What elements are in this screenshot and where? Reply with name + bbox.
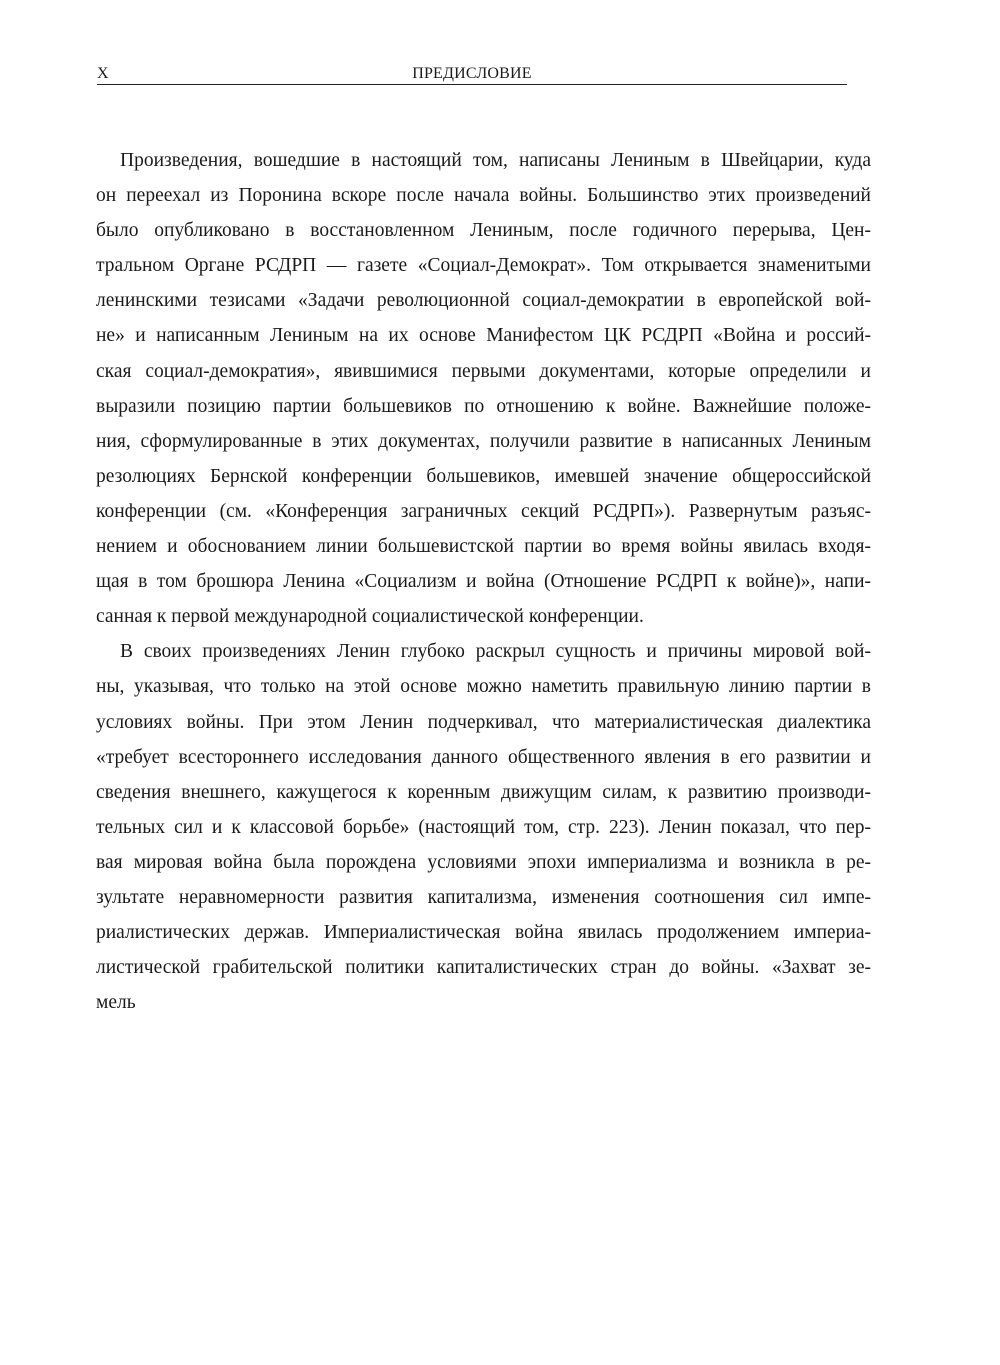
body-text (96, 143, 871, 1020)
text-line: ния, сформулированные в этих документах, получили развитие в написанных Лениным (96, 430, 871, 452)
text-line: зультате неравномерности развития капитализма, изменения соотношения сил импе- (96, 886, 871, 908)
text-line: было опубликовано в восстановленном Лениным, после годичного перерыва, Цен- (96, 220, 871, 242)
text-line: щая в том брошюра Ленина «Социализм и война (Отношение РСДРП к войне)», напи- (96, 571, 871, 593)
text-line: ны, указывая, что только на этой основе можно наметить правильную линию партии в (96, 676, 871, 698)
text-line: не» и написанным Лениным на их основе Манифестом ЦК РСДРП «Война и россий- (96, 325, 871, 347)
text-line: резолюциях Бернской конференции большевиков, имевшей значение общероссийской (96, 465, 871, 487)
text-line: ская социал-демократия», явившимися первыми документами, которые определили и (96, 360, 871, 382)
text-line: «требует всестороннего исследования данного общественного явления в его развитии и (96, 746, 871, 768)
text-line: В своих произведениях Ленин глубоко раскрыл сущность и причины мировой вой- (120, 641, 871, 663)
text-line: выразили позицию партии большевиков по отношению к войне. Важнейшие положе- (96, 395, 871, 417)
text-line: сведения внешнего, кажущегося к коренным движущим силам, к развитию производи- (96, 781, 871, 803)
running-title: ПРЕДИСЛОВИЕ (412, 65, 532, 82)
page-number: X (97, 65, 109, 82)
text-line: риалистических держав. Империалистическая война явилась продолжением империа- (96, 922, 871, 944)
text-line: тральном Органе РСДРП — газете «Социал-Демократ». Том открывается знаменитыми (96, 255, 871, 277)
paragraph-2 (96, 634, 871, 1020)
text-line: Произведения, вошедшие в настоящий том, написаны Лениным в Швейцарии, куда (120, 150, 871, 171)
text-line: вая мировая война была порождена условиями эпохи империализма и возникла в ре- (96, 851, 871, 873)
text-line: листической грабительской политики капиталистических стран до войны. «Захват зе- (96, 957, 871, 979)
text-line: санная к первой международной социалистической конференции. (96, 606, 644, 628)
text-line: тельных сил и к классовой борьбе» (настоящий том, стр. 223). Ленин показал, что пер- (96, 816, 871, 838)
paragraph-1 (96, 143, 871, 634)
text-line: мель (96, 992, 136, 1014)
running-header (97, 62, 847, 85)
text-line: конференции (см. «Конференция заграничных секций РСДРП»). Развернутым разъяс- (96, 500, 871, 522)
text-line: ленинскими тезисами «Задачи революционной социал-демократии в европейской вой- (96, 290, 871, 312)
text-line: нением и обоснованием линии большевистской партии во время войны явилась входя- (96, 536, 871, 558)
text-line: условиях войны. При этом Ленин подчеркивал, что материалистическая диалектика (96, 711, 871, 733)
text-line: он переехал из Поронина вскоре после начала войны. Большинство этих произведений (96, 185, 871, 207)
